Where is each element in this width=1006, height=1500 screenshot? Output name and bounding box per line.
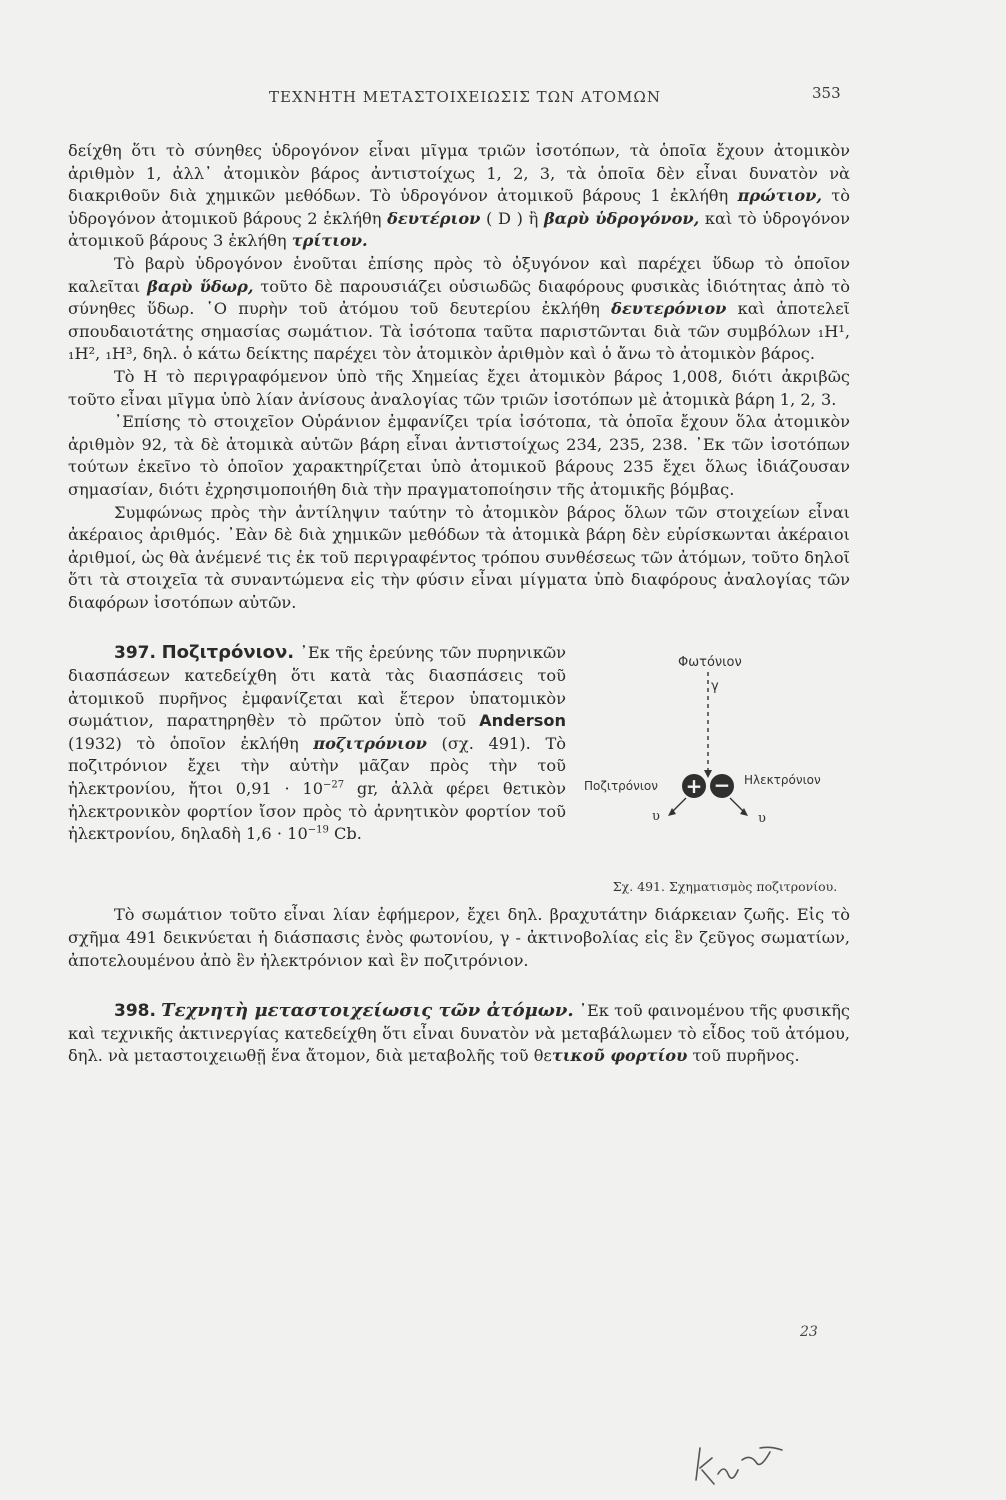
paragraph-atomic-weight-h: Τὸ H τὸ περιγραφόμενον ὑπὸ τῆς Χημείας ἔχει ἀτομικὸν βάρος 1,008, διότι ἀκριβῶς τοῦτο εἶναι μῖγμα ὑπὸ λίαν ἀνίσους ἀναλογίας τῶν τριῶν ἰσοτόπων μὲ ἀτομικὰ βάρη 1, 2, 3. [68, 366, 850, 409]
isotope-symbols: ₁H¹, ₁H², ₁H³, [68, 321, 850, 364]
paragraph-positron: 397. Ποζιτρόνιον. ᾿Εκ τῆς ἐρεύνης τῶν πυρηνικῶν διασπάσεων κατεδείχθη ὅτι κατὰ τὰς διασπάσεις τοῦ ἀτομικοῦ πυρῆνος ἐμφανίζεται καὶ ἕτερον ὑπατομικὸν σωμάτιον, παρατηρηθὲν τὸ πρῶτον ὑπὸ τοῦ Anderson (1932) τὸ ὁποῖον ἐκλήθη ποζιτρόνιον (σχ. 491). Τὸ ποζιτρόνιον ἔχει τὴν αὐτὴν μᾶζαν πρὸς τὴν τοῦ ἠλεκτρονίου, ἤτοι $0,91 \cdot 10^{-27}$ gr, ἀλλὰ φέρει θετικὸν ἠλεκτρονικὸν φορτίον ἴσον πρὸς τὸ ἀρνητικὸν φορτίον τοῦ ἠλεκτρονίου, δηλαδὴ $1,6 \cdot 10^{-19}$ Cb. [68, 642, 566, 844]
section-title-397: Ποζιτρόνιον. [161, 642, 295, 664]
paragraph-heavy-water: Τὸ βαρὺ ὑδρογόνον ἑνοῦται ἐπίσης πρὸς τὸ ὀξυγόνον καὶ παρέχει ὕδωρ τὸ ὁποῖον καλεῖται βαρὺ ὕδωρ, τοῦτο δὲ παρουσιάζει οὐσιωδῶς διαφόρους φυσικὰς ἰδιότητας ἀπὸ τὸ σύνηθες ὕδωρ. ῾Ο πυρὴν τοῦ ἀτόμου τοῦ δευτερίου ἐκλήθη δευτερόνιον καὶ ἀποτελεῖ σπουδαιοτάτης σημασίας σωμάτιον. Τὰ ἰσότοπα ταῦτα παριστῶνται διὰ τῶν συμβόλων ₁H¹, ₁H², ₁H³, δηλ. ὁ κάτω δείκτης παρέχει τὸν ἀτομικὸν ἀριθμὸν καὶ ὁ ἄνω τὸ ἀτομικὸν βάρος. [68, 253, 850, 364]
photon-arrowhead [704, 770, 712, 778]
paragraph-isotopes-hydrogen: δείχθη ὅτι τὸ σύνηθες ὑδρογόνον εἶναι μῖγμα τριῶν ἰσοτόπων, τὰ ὁποῖα ἔχουν ἀτομικὸν ἀριθμὸν 1, ἀλλ᾿ ἀτομικὸν βάρος ἀντιστοίχως 1, 2, 3, τὰ ὁποῖα δὲν εἶναι δυνατὸν νὰ διακριθοῦν διὰ χημικῶν μεθόδων. Τὸ ὑδρογόνον ἀτομικοῦ βάρους 1 ἐκλήθη πρώτιον, τὸ ὑδρογόνον ἀτομικοῦ βάρους 2 ἐκλήθη δευτέριον ( D ) ἢ βαρὺ ὑδρογόνον, καὶ τὸ ὑδρογόνον ἀτομικοῦ βάρους 3 ἐκλήθη τρίτιον. [68, 141, 851, 251]
gamma-label: γ [711, 679, 719, 695]
term-deuteron: δευτερόνιον [611, 299, 727, 319]
paragraph-integer-weights: Συμφώνως πρὸς τὴν ἀντίληψιν ταύτην τὸ ἀτομικὸν βάρος ὅλων τῶν στοιχείων εἶναι ἀκέραιος ἀριθμός. ᾿Εὰν δὲ διὰ χημικῶν μεθόδων τὰ ἀτομικὰ βάρη δὲν εὑρίσκωνται ἀκέραιοι ἀριθμοί, ὡς θὰ ἀνέμενέ τις ἐκ τοῦ περιγραφέντος τρόπου συνθέσεως τῶν ἀτόμων, τοῦτο δηλοῖ ὅτι τὰ στοιχεῖα τὰ συναντώμενα εἰς τὴν φύσιν εἶναι μίγματα ὑπὸ διαφόρους ἀναλογίας τῶν διαφόρων ἰσοτόπων αὐτῶν. [68, 502, 850, 612]
section-number-397: 397. [114, 643, 156, 664]
electron-label: Ηλεκτρόνιον [744, 773, 821, 788]
positron-label: Ποζιτρόνιον [584, 779, 658, 794]
figure-caption: Σχ. 491. Σχηματισμὸς ποζιτρονίου. [612, 878, 838, 894]
handwritten-signature [690, 1440, 800, 1490]
page-number: 353 [812, 84, 841, 102]
paragraph-uranium: ᾿Επίσης τὸ στοιχεῖον Οὐράνιον ἐμφανίζει τρία ἰσότοπα, τὰ ὁποῖα ἔχουν ὅλα ἀτομικὸν ἀριθμὸν 92, τὰ δὲ ἀτομικὰ αὐτῶν βάρη εἶναι ἀντιστοίχως 234, 235, 238. ᾿Εκ τῶν ἰσοτόπων τούτων ἐκεῖνο τὸ ὁποῖον χαρακτηρίζεται ὑπὸ ἀτομικοῦ βάρους 235 ἔχει ὅλως ἰδιάζουσαν σημασίαν, διότι ἐχρησιμοποιήθη διὰ τὴν πραγματοποίησιν τῆς ἀτομικῆς βόμβας. [68, 412, 850, 499]
photon-label: Φωτόνιον [678, 655, 742, 671]
figure-491-diagram [580, 644, 860, 900]
term-heavy-water: βαρὺ ὕδωρ, [147, 276, 254, 296]
term-heavy-hydrogen: βαρὺ ὑδρογόνον, [543, 208, 700, 228]
section-398 [68, 1000, 850, 1068]
term-protium: πρώτιον, [737, 186, 822, 206]
page-body [68, 140, 850, 1068]
nu-left-label: υ [652, 809, 660, 825]
term-positron: ποζιτρόνιον [313, 733, 427, 753]
paragraph-positron-lifetime: Τὸ σωμάτιον τοῦτο εἶναι λίαν ἐφήμερον, ἔχει δηλ. βραχυτάτην διάρκειαν ζωῆς. Εἰς τὸ σχῆμα 491 δεικνύεται ἡ διάσπασις ἑνὸς φωτονίου, γ - ἀκτινοβολίας εἰς ἓν ζεῦγος σωματίων, ἀποτελουμένου ἀπὸ ἓν ἠλεκτρόνιον καὶ ἓν ποζιτρόνιον. [68, 905, 850, 970]
nu-right-label: υ [758, 811, 766, 827]
section-title-398: Τεχνητὴ μεταστοιχείωσις τῶν ἀτόμων. [161, 1000, 574, 1022]
figure-491 [580, 644, 860, 900]
plus-sign: + [685, 774, 703, 799]
section-397 [68, 642, 850, 972]
running-title: ΤΕΧΝΗΤΗ ΜΕΤΑΣΤΟΙΧΕΙΩΣΙΣ ΤΩΝ ΑΤΟΜΩΝ [269, 88, 661, 106]
section-number-398: 398. [114, 1001, 156, 1022]
term-tritium: τρίτιον. [291, 231, 368, 251]
paragraph-transmutation: 398. Τεχνητὴ μεταστοιχείωσις τῶν ἀτόμων. ᾿Εκ τοῦ φαινομένου τῆς φυσικῆς καὶ τεχνικῆς ἀκτινεργίας κατεδείχθη ὅτι εἶναι δυνατὸν νὰ μεταβάλωμεν τὸ εἶδος τοῦ ἀτόμου, δηλ. νὰ μεταστοιχειωθῇ ἕνα ἄτομον, διὰ μεταβολῆς τοῦ θετικοῦ φορτίου τοῦ πυρῆνος. [68, 1000, 850, 1066]
term-deuterium: δευτέριον [387, 208, 481, 228]
name-anderson: Anderson [479, 711, 566, 731]
minus-sign: − [713, 773, 731, 798]
signature-mark: 23 [800, 1324, 818, 1340]
